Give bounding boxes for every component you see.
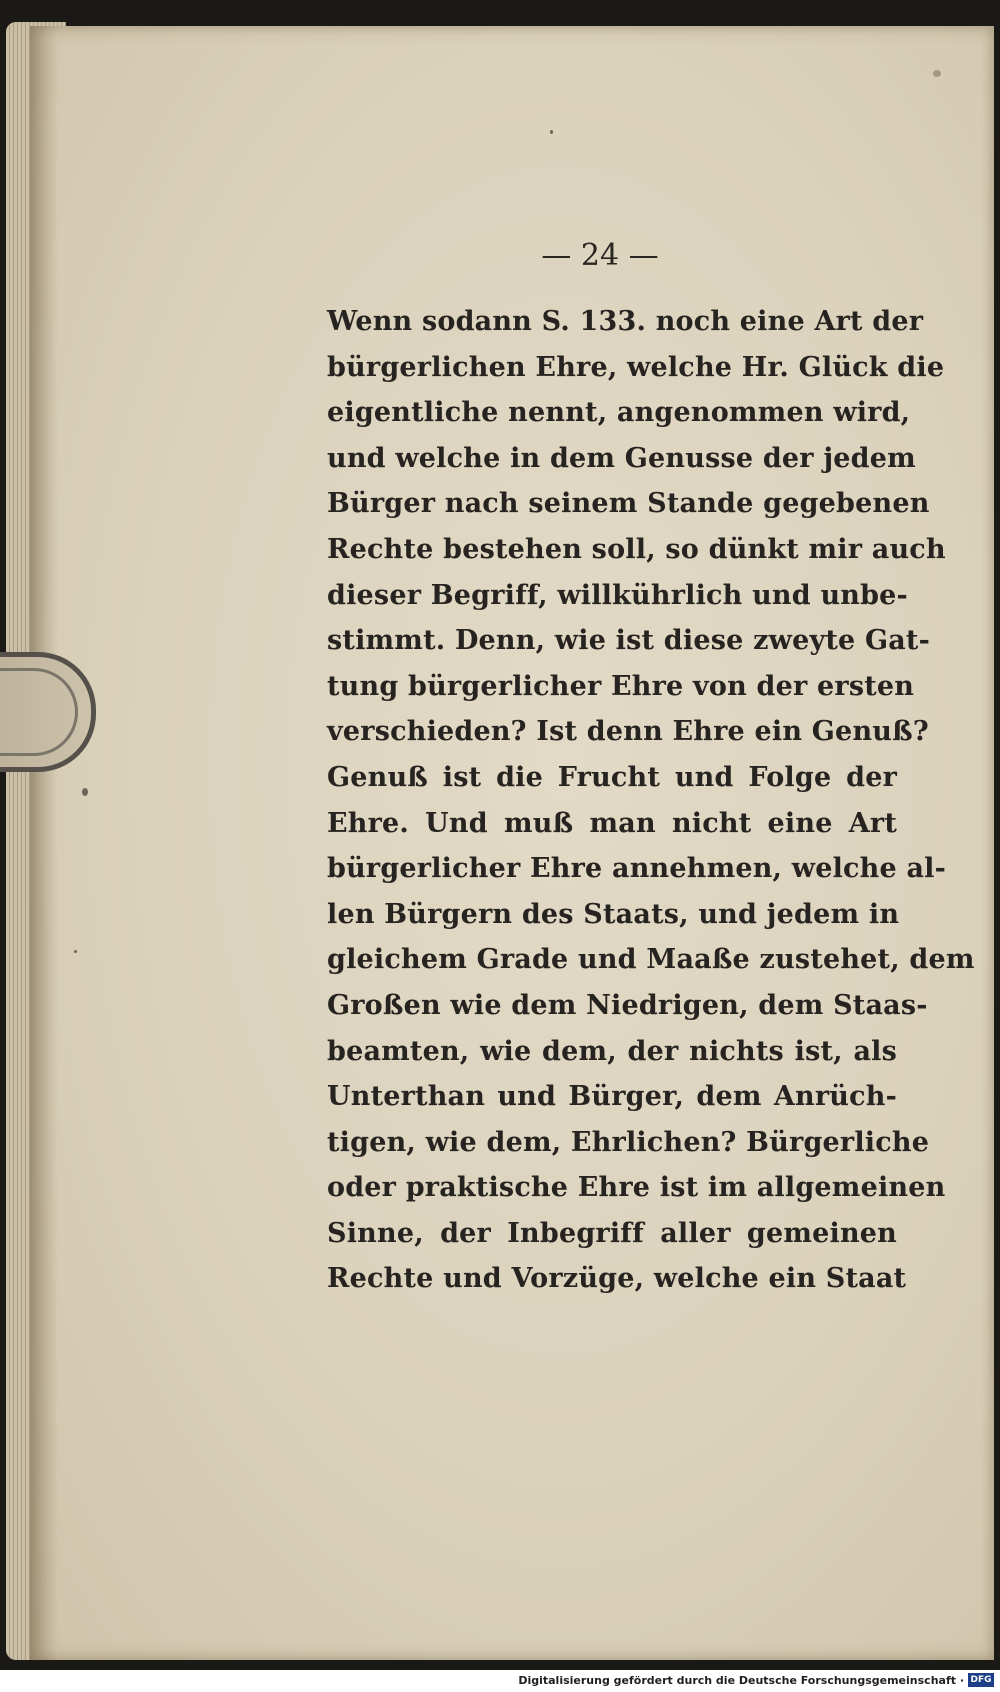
text-line: dieser Begriff, willkührlich und unbe- (327, 579, 908, 611)
text-line: gleichem Grade und Maaße zustehet, dem (327, 944, 975, 976)
text-line: Sinne, der Inbegriff aller gemeinen (327, 1217, 897, 1249)
text-line: tung bürgerlicher Ehre von der ersten (327, 670, 915, 702)
text-line: Unterthan und Bürger, dem Anrüch- (327, 1081, 897, 1113)
text-line: Wenn sodann S. 133. noch eine Art der (327, 306, 924, 337)
text-line: Rechte und Vorzüge, welche ein Staat (327, 1263, 907, 1295)
text-line: und welche in dem Genusse der jedem (327, 442, 916, 474)
text-line: Großen wie dem Niedrigen, dem Staas- (327, 989, 928, 1021)
paper-fleck (933, 70, 941, 77)
text-line: beamten, wie dem, der nichts ist, als (327, 1035, 897, 1067)
text-line: Genuß ist die Frucht und Folge der (327, 761, 897, 793)
text-line: Bürger nach seinem Stande gegebenen (327, 488, 930, 520)
paper-fleck (74, 950, 77, 953)
text-line: stimmt. Denn, wie ist diese zweyte Gat- (327, 625, 931, 657)
paper-fleck (82, 788, 88, 796)
page-number: — 24 — (541, 238, 659, 273)
body-text (327, 299, 975, 1302)
dfg-logo: DFG (968, 1673, 994, 1687)
text-line: eigentliche nennt, angenommen wird, (327, 397, 911, 429)
text-line: tigen, wie dem, Ehrlichen? Bürgerliche (327, 1126, 930, 1158)
binding-gutter-shadow (30, 26, 58, 1660)
text-line: len Bürgern des Staats, und jedem in (327, 898, 900, 930)
text-line: verschieden? Ist denn Ehre ein Genuß? (327, 716, 929, 748)
paper-fleck (550, 130, 553, 134)
text-line: Ehre. Und muß man nicht eine Art (327, 807, 897, 839)
text-line: oder praktische Ehre ist im allgemeinen (327, 1172, 946, 1204)
text-line: bürgerlicher Ehre annehmen, welche al- (327, 853, 947, 885)
digitization-credit: Digitalisierung gefördert durch die Deutsche Forschungsgemeinschaft · (518, 1674, 964, 1687)
text-line: Rechte bestehen soll, so dünkt mir auch (327, 533, 946, 565)
text-line: bürgerlichen Ehre, welche Hr. Glück die (327, 351, 945, 383)
